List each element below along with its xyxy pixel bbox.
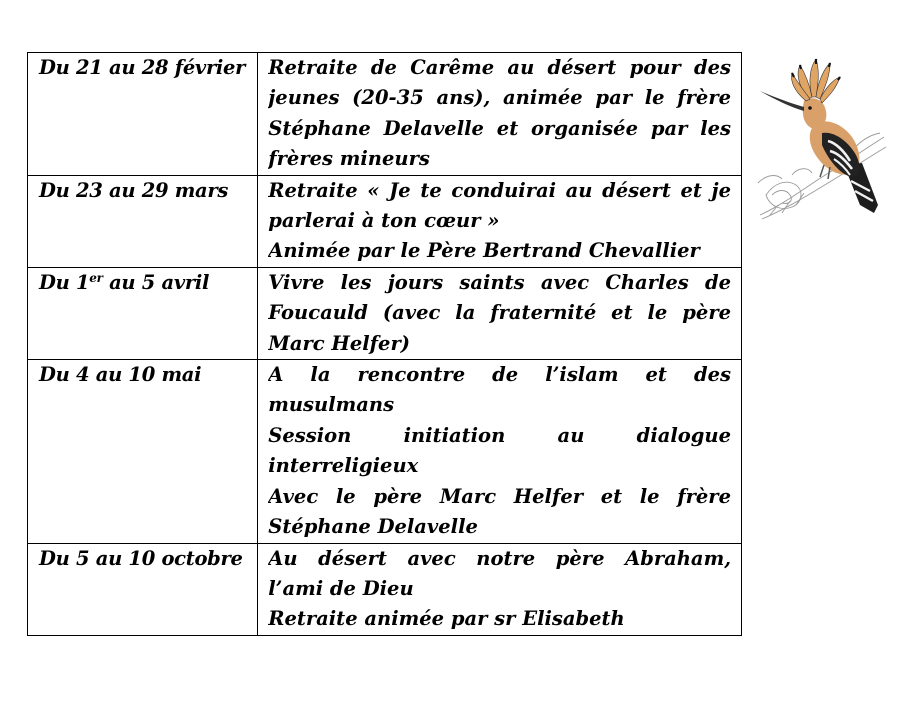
table-row — [28, 175, 742, 267]
description-line: Foucauld (avec la fraternité et le père — [268, 301, 731, 325]
eye-drawing — [808, 106, 812, 110]
description-line: parlerai à ton cœur » — [268, 209, 500, 233]
description-line: Avec le père Marc Helfer et le frère — [268, 484, 731, 508]
date-text: Du 5 au 10 octobre — [39, 546, 243, 570]
date-text — [39, 271, 209, 294]
date-text: Du 4 au 10 mai — [39, 363, 202, 387]
date-cell — [28, 543, 258, 635]
hoopoe-bird-icon — [752, 55, 887, 220]
description-line: l’ami de Dieu — [268, 576, 414, 600]
description-cell — [258, 267, 742, 359]
description-line: Retraite animée par sr Elisabeth — [268, 607, 625, 631]
date-ordinal-suffix: er — [89, 270, 103, 285]
table-row — [28, 543, 742, 635]
description-line: A la rencontre de l’islam et des — [268, 363, 731, 387]
description-line: Stéphane Delavelle et organisée par les — [268, 116, 731, 140]
description-cell — [258, 53, 742, 176]
description-line: Session initiation au dialogue — [268, 423, 731, 447]
retreat-schedule-table — [27, 52, 742, 636]
description-cell — [258, 175, 742, 267]
description-line: Marc Helfer) — [268, 331, 410, 355]
description-line: Stéphane Delavelle — [268, 515, 478, 539]
description-line: jeunes (20-35 ans), animée par le frère — [268, 86, 731, 110]
description-line: Retraite de Carême au désert pour des — [268, 56, 731, 79]
date-text: Du 23 au 29 mars — [39, 178, 229, 202]
date-cell — [28, 175, 258, 267]
description-line: frères mineurs — [268, 147, 430, 171]
date-text-suffix: au 5 avril — [102, 270, 210, 294]
date-cell — [28, 360, 258, 543]
date-text-prefix: Du 1 — [39, 270, 90, 294]
head-drawing — [803, 98, 827, 129]
table-row — [28, 267, 742, 359]
wing-drawing — [822, 133, 859, 177]
date-cell — [28, 53, 258, 176]
description-cell — [258, 360, 742, 543]
date-cell — [28, 267, 258, 359]
date-text: Du 21 au 28 février — [39, 56, 246, 79]
description-cell — [258, 543, 742, 635]
description-line: Au désert avec notre père Abraham, — [268, 546, 731, 570]
description-line: interreligieux — [268, 454, 419, 478]
description-line: Retraite « Je te conduirai au désert et je — [268, 178, 731, 202]
description-line: Animée par le Père Bertrand Chevallier — [268, 239, 700, 263]
table-row — [28, 53, 742, 176]
description-line: musulmans — [268, 393, 395, 417]
crest-drawing — [792, 59, 840, 103]
table-row — [28, 360, 742, 543]
description-line: Vivre les jours saints avec Charles de — [268, 270, 731, 294]
beak-drawing — [760, 91, 804, 111]
